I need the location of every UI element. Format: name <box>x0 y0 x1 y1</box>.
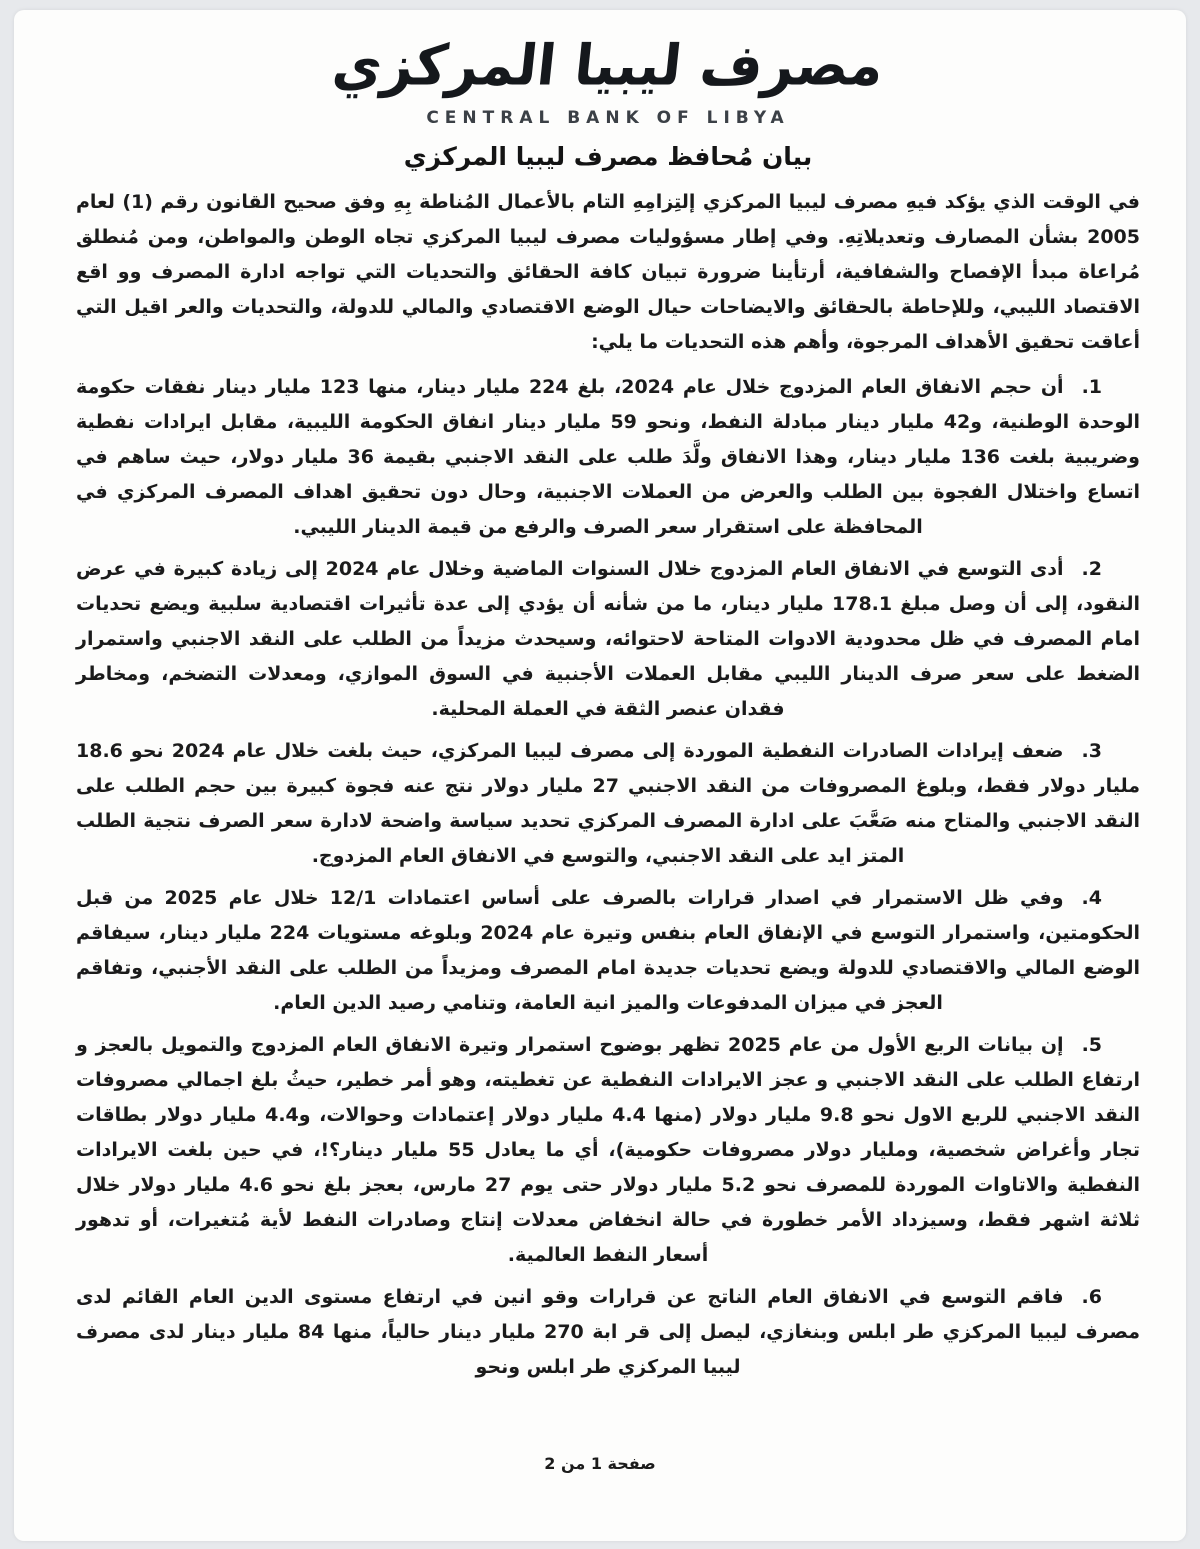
document-page <box>14 10 1186 1541</box>
item-text: إن بيانات الربع الأول من عام 2025 تظهر بوضوح استمرار وتيرة الانفاق العام المزدوج والتمويل بالعجز و ارتفاع الطلب على النقد الاجنبي و عجز الايرادات النفطية عن تغطيته، وهو أمر خطير، حيثُ بلغ اجمالي مصروفات النقد الاجنبي للربع الاول نحو 9.8 مليار دولار (منها 4.4 مليار دولار إعتمادات وحوالات، و4.4 مليار دولار بطاقات تجار وأغراض شخصية، ومليار دولار مصروفات حكومية)، أي ما يعادل 55 مليار دينار؟!، في حين بلغت الايرادات النفطية والاتاوات الموردة للمصرف نحو 5.2 مليار دولار حتى يوم 27 مارس، بعجز بلغ نحو 4.6 مليار دولار خلال ثلاثة اشهر فقط، وسيزداد الأمر خطورة في حالة انخفاض معدلات إنتاج وصادرات النفط لأية مُتغيرات، أو تدهور أسعار النفط العالمية. <box>76 1034 1141 1266</box>
list-item <box>76 370 1140 545</box>
central-bank-name-english: CENTRAL BANK OF LIBYA <box>426 108 790 128</box>
item-number: 6. <box>1081 1286 1102 1308</box>
item-text: ضعف إيرادات الصادرات النفطية الموردة إلى مصرف ليبيا المركزي، حيث بلغت خلال عام 2024 نحو 18.6 مليار دولار فقط، وبلوغ المصروفات من النقد الاجنبي 27 مليار دولار نتج عنه فجوة كبيرة بين حجم الطلب على النقد الاجنبي والمتاح منه صَعَّبَ على ادارة المصرف المركزي تحديد سياسة واضحة لادارة سعر الصرف نتجية الطلب المتز ايد على النقد الاجنبي، والتوسع في الانفاق العام المزدوج. <box>76 740 1140 867</box>
intro-paragraph: في الوقت الذي يؤكد فيهِ مصرف ليبيا المركزي إلتِزامِهِ التام بالأعمال المُناطة بِهِ وفق صحيح القانون رقم (1) لعام 2005 بشأن المصارف وتعديلاتِهِ. وفي إطار مسؤوليات مصرف ليبيا المركزي تجاه الوطن والمواطن، ومن مُنطلق مُراعاة مبدأ الإفصاح والشفافية، أرتأينا ضرورة تبيان كافة الحقائق والتحديات التي تواجه ادارة المصرف وو اقع الاقتصاد الليبي، وللإحاطة بالحقائق والايضاحات حيال الوضع الاقتصادي والمالي للدولة، والتحديات والعر اقيل التي أعاقت تحقيق الأهداف المرجوة، وأهم هذه التحديات ما يلي: <box>76 191 1140 353</box>
item-number: 5. <box>1081 1034 1103 1056</box>
page-number: صفحة 1 من 2 <box>544 1454 656 1473</box>
item-text: أن حجم الانفاق العام المزدوج خلال عام 2024، بلغ 224 مليار دينار، منها 123 مليار دينار نفقات حكومة الوحدة الوطنية، و42 مليار دينار مبادلة النفط، ونحو 59 مليار دينار انفاق الحكومة الليبية، مقابل ايرادات نفطية وضريبية بلغت 136 مليار دينار، وهذا الانفاق ولَّدَ طلب على النقد الاجنبي بقيمة 36 مليار دولار، حيث ساهم في اتساع واختلال الفجوة بين الطلب والعرض من العملات الاجنبية، وحال دون تحقيق اهداف المصرف المركزي في المحافظة على استقرار سعر الصرف والرفع من قيمة الدينار الليبي. <box>76 376 1140 538</box>
list-item <box>76 881 1140 1021</box>
item-text: وفي ظل الاستمرار في اصدار قرارات بالصرف على أساس اعتمادات 12/1 خلال عام 2025 من قبل الحكومتين، واستمرار التوسع في الإنفاق العام بنفس وتيرة عام 2024 وبلوغه مستويات 224 مليار دينار، سيفاقم الوضع المالي والاقتصادي للدولة ويضع تحديات جديدة امام المصرف ومزيداً من الطلب على النقد الأجنبي، وتفاقم العجز في ميزان المدفوعات والميز انية العامة، وتنامي رصيد الدين العام. <box>76 887 1140 1014</box>
challenges-list <box>76 370 1140 1385</box>
document-body <box>76 185 1140 1385</box>
list-item <box>76 1280 1140 1385</box>
document-title: بيان مُحافظ مصرف ليبيا المركزي <box>403 142 813 171</box>
item-number: 1. <box>1081 376 1103 398</box>
item-number: 2. <box>1081 558 1102 580</box>
central-bank-logo-calligraphy: مصرف ليبيا المركزي <box>329 32 887 99</box>
list-item <box>76 552 1140 727</box>
item-number: 3. <box>1081 740 1102 762</box>
item-number: 4. <box>1081 887 1102 909</box>
item-text: أدى التوسع في الانفاق العام المزدوج خلال السنوات الماضية وخلال عام 2024 إلى زيادة كبيرة في عرض النقود، إلى أن وصل مبلغ 178.1 مليار دينار، ما من شأنه أن يؤدي إلى عدة تأثيرات اقتصادية سلبية ويضع تحديات امام المصرف في ظل محدودية الادوات المتاحة لاحتوائه، وسيحدث مزيداً من الطلب على النقد الاجنبي واستمرار الضغط على سعر صرف الدينار الليبي مقابل العملات الأجنبية في السوق الموازي، ومعدلات التضخم، ومخاطر فقدان عنصر الثقة في العملة المحلية. <box>76 558 1140 720</box>
item-text: فاقم التوسع في الانفاق العام الناتج عن قرارات وقو انين في ارتفاع مستوى الدين العام القائم لدى مصرف ليبيا المركزي طر ابلس وبنغازي، ليصل إلى قر ابة 270 مليار دينار حالياً، منها 84 مليار دينار لدى مصرف ليبيا المركزي طر ابلس ونحو <box>76 1286 1140 1378</box>
list-item <box>76 1028 1140 1273</box>
document-header <box>76 26 1140 171</box>
list-item <box>76 734 1140 874</box>
